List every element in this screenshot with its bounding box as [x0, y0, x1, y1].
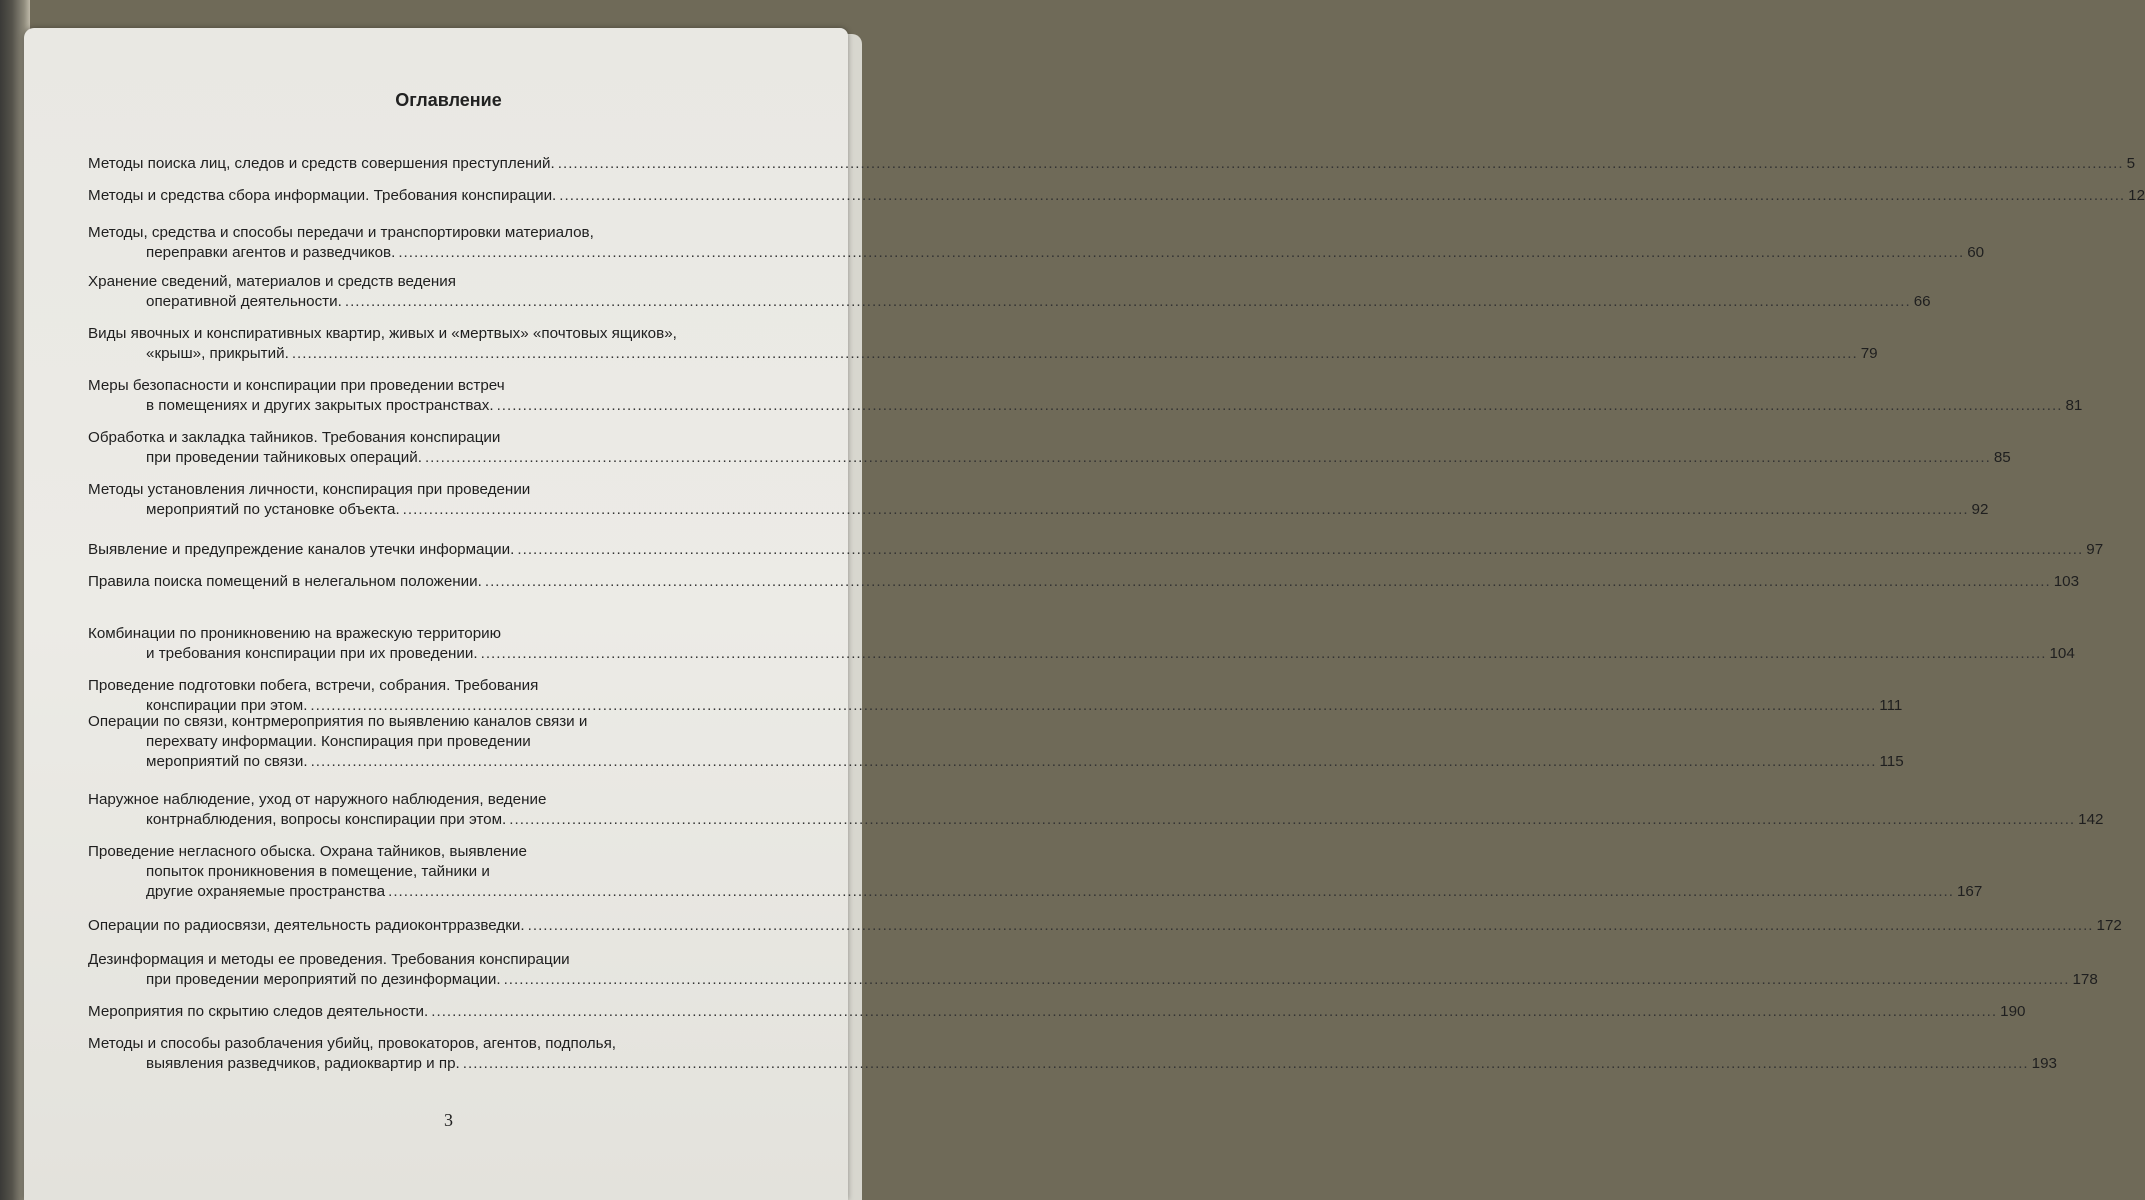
- toc-entry-text: Методы и способы разоблачения убийц, провокаторов, агентов, подполья,: [88, 1035, 617, 1052]
- toc-entry-last-line: [88, 1054, 2057, 1074]
- dot-leader: ............................................................................................................................................................................................................................................................................................................: [424, 449, 1991, 466]
- dot-leader: ............................................................................................................................................................................................................................................................................................................: [310, 753, 1877, 770]
- toc-page-number: 115: [1879, 753, 1904, 770]
- toc-entry-text: мероприятий по связи.: [146, 753, 308, 770]
- toc-entry-text: Правила поиска помещений в нелегальном положении.: [88, 573, 482, 590]
- toc-entry: [88, 480, 1989, 520]
- toc-entry-last-line: [88, 644, 2075, 664]
- toc-page-number: 172: [2096, 917, 2122, 934]
- toc-entry-text: контрнаблюдения, вопросы конспирации при этом.: [146, 811, 507, 828]
- toc-entry-last-line: [88, 154, 2136, 174]
- toc-entry: [88, 186, 2145, 206]
- toc-entry-last-line: [88, 292, 1931, 312]
- toc-entry-last-line: [88, 344, 1878, 364]
- toc-entry-text: Мероприятия по скрытию следов деятельности.: [88, 1003, 429, 1020]
- toc-entry: [88, 223, 1985, 263]
- toc-entry: [88, 676, 1903, 716]
- toc-entry-text: и требования конспирации при их проведении.: [146, 645, 478, 662]
- toc-page-number: 167: [1956, 883, 1983, 900]
- toc-page-number: 104: [2049, 645, 2075, 662]
- dot-leader: ............................................................................................................................................................................................................................................................................................................: [557, 155, 2124, 172]
- toc-entry: [88, 842, 1983, 902]
- toc-page-number: 97: [2086, 541, 2104, 558]
- toc-entry: [88, 572, 2080, 592]
- dot-leader: ............................................................................................................................................................................................................................................................................................................: [509, 811, 2076, 828]
- toc-page-number: 190: [2000, 1003, 2026, 1020]
- dot-leader: ............................................................................................................................................................................................................................................................................................................: [496, 397, 2063, 414]
- dot-leader: ............................................................................................................................................................................................................................................................................................................: [527, 917, 2094, 934]
- toc-entry: [88, 790, 2104, 830]
- toc-entry-text: мероприятий по установке объекта.: [146, 501, 400, 518]
- dot-leader: ............................................................................................................................................................................................................................................................................................................: [559, 187, 2126, 204]
- dot-leader: ............................................................................................................................................................................................................................................................................................................: [291, 345, 1858, 362]
- toc-entry: [88, 1034, 2057, 1074]
- toc-entry-text: Проведение подготовки побега, встречи, собрания. Требования: [88, 677, 539, 694]
- toc-entry-last-line: [88, 186, 2145, 206]
- toc-entry: [88, 154, 2136, 174]
- toc-entry-text: Меры безопасности и конспирации при проведении встреч: [88, 377, 505, 394]
- toc-entry: [88, 540, 2104, 560]
- toc-entry-text: оперативной деятельности.: [146, 293, 342, 310]
- toc-entry-text: другие охраняемые пространства: [146, 883, 386, 900]
- toc-entry-last-line: [88, 396, 2083, 416]
- toc-entry-last-line: [88, 243, 1985, 263]
- toc-entry-text: при проведении мероприятий по дезинформации.: [146, 971, 501, 988]
- toc-entry-last-line: [88, 970, 2098, 990]
- toc-entry: [88, 950, 2098, 990]
- dot-leader: ............................................................................................................................................................................................................................................................................................................: [462, 1055, 2029, 1072]
- toc-title: Оглавление: [395, 90, 502, 110]
- toc-entry-text: Комбинации по проникновению на вражескую территорию: [88, 625, 502, 642]
- toc-entry-text: выявления разведчиков, радиоквартир и пр.: [146, 1055, 460, 1072]
- toc-entry-last-line: [88, 752, 1904, 772]
- toc-entry-last-line: [88, 572, 2080, 592]
- dot-leader: ............................................................................................................................................................................................................................................................................................................: [388, 883, 1954, 900]
- dot-leader: ............................................................................................................................................................................................................................................................................................................: [517, 541, 2084, 558]
- toc-entry-text: при проведении тайниковых операций.: [146, 449, 422, 466]
- toc-entry-last-line: [88, 540, 2104, 560]
- toc-page-number: 60: [1967, 244, 1985, 261]
- dot-leader: ............................................................................................................................................................................................................................................................................................................: [480, 645, 2047, 662]
- toc-entry: [88, 712, 1904, 772]
- toc-entry-text: Выявление и предупреждение каналов утечки информации.: [88, 541, 515, 558]
- toc-entry-text: конспирации при этом.: [146, 697, 308, 714]
- toc-page-number: 142: [2078, 811, 2104, 828]
- toc-entry-last-line: [88, 500, 1989, 520]
- toc-entry-text: Методы установления личности, конспирация при проведении: [88, 481, 531, 498]
- dot-leader: ............................................................................................................................................................................................................................................................................................................: [310, 697, 1877, 714]
- toc-entry-last-line: [88, 448, 2011, 468]
- toc-page-number: 193: [2031, 1055, 2057, 1072]
- toc-entry: [88, 272, 1931, 312]
- toc-entry: [88, 376, 2083, 416]
- dot-leader: ............................................................................................................................................................................................................................................................................................................: [431, 1003, 1998, 1020]
- toc-entry-text: переправки агентов и разведчиков.: [146, 244, 396, 261]
- dot-leader: ............................................................................................................................................................................................................................................................................................................: [503, 971, 2070, 988]
- toc-entry-text: «крыш», прикрытий.: [146, 345, 289, 362]
- toc-page-number: 111: [1879, 697, 1903, 714]
- toc-entry-text: Дезинформация и методы ее проведения. Требования конспирации: [88, 951, 570, 968]
- toc-entry-last-line: [88, 1002, 2026, 1022]
- dot-leader: ............................................................................................................................................................................................................................................................................................................: [344, 293, 1911, 310]
- toc-entry-text: Наружное наблюдение, уход от наружного наблюдения, ведение: [88, 791, 547, 808]
- toc-entry: [88, 916, 2122, 936]
- toc-entry-text: Обработка и закладка тайников. Требования конспирации: [88, 429, 501, 446]
- toc-page-number: 66: [1913, 293, 1931, 310]
- toc-page-number: 178: [2072, 971, 2098, 988]
- dot-leader: ............................................................................................................................................................................................................................................................................................................: [484, 573, 2051, 590]
- toc-entry-text: Операции по радиосвязи, деятельность радиоконтрразведки.: [88, 917, 525, 934]
- page-number: 3: [444, 1110, 453, 1130]
- dot-leader: ............................................................................................................................................................................................................................................................................................................: [402, 501, 1969, 518]
- toc-page-number: 12: [2128, 187, 2145, 204]
- toc-entry-text: Операции по связи, контрмероприятия по выявлению каналов связи и: [88, 713, 588, 730]
- toc-entry-last-line: [88, 916, 2122, 936]
- toc-entry-text: перехвату информации. Конспирация при проведении: [146, 733, 531, 750]
- toc-entry-text: Методы и средства сбора информации. Требования конспирации.: [88, 187, 557, 204]
- toc-entry-text: Хранение сведений, материалов и средств ведения: [88, 273, 456, 290]
- toc-page-number: 85: [1993, 449, 2011, 466]
- toc-page-number: 92: [1971, 501, 1989, 518]
- toc-entry: [88, 324, 1878, 364]
- toc-entry-text: Методы поиска лиц, следов и средств совершения преступлений.: [88, 155, 555, 172]
- toc-page-number: 103: [2053, 573, 2080, 590]
- toc-entry-text: попыток проникновения в помещение, тайники и: [146, 863, 490, 880]
- toc-entry: [88, 1002, 2026, 1022]
- toc-page-number: 79: [1860, 345, 1878, 362]
- toc-page-number: 5: [2126, 155, 2136, 172]
- toc-entry: [88, 428, 2011, 468]
- toc-entry-text: Методы, средства и способы передачи и транспортировки материалов,: [88, 224, 594, 241]
- toc-page-number: 81: [2065, 397, 2083, 414]
- toc-entry-last-line: [88, 882, 1983, 902]
- dot-leader: ............................................................................................................................................................................................................................................................................................................: [398, 244, 1965, 261]
- toc-entry-last-line: [88, 810, 2104, 830]
- toc-entry: [88, 624, 2075, 664]
- toc-entry-text: Виды явочных и конспиративных квартир, живых и «мертвых» «почтовых ящиков»,: [88, 325, 677, 342]
- toc-entry-text: в помещениях и других закрытых пространствах.: [146, 397, 494, 414]
- toc-entry-text: Проведение негласного обыска. Охрана тайников, выявление: [88, 843, 527, 860]
